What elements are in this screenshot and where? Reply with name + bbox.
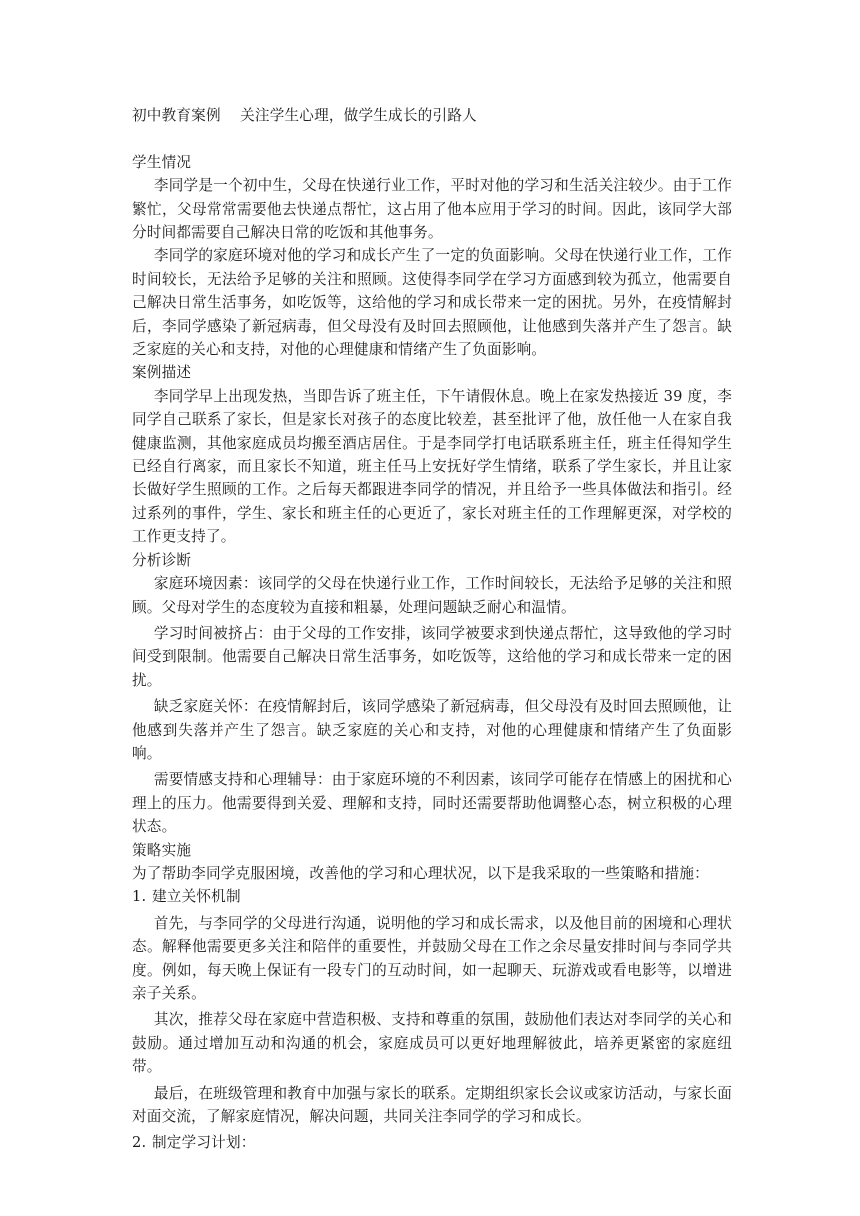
- paragraph: 李同学的家庭环境对他的学习和成长产生了一定的负面影响。父母在快递行业工作，工作时间较长，无法给予足够的关注和照顾。这使得李同学在学习方面感到较为孤立，他需要自己解决日常生活事务，如吃饭等，这给他的学习和成长带来一定的困扰。另外，在疫情解封后，李同学感染了新冠病毒，但父母没有及时回去照顾他，让他感到失落并产生了怨言。缺乏家庭的关心和支持，对他的心理健康和情绪产生了负面影响。: [132, 247, 732, 359]
- strategy-intro: 为了帮助李同学克服困境，改善他的学习和心理状况，以下是我采取的一些策略和措施：: [132, 864, 709, 882]
- paragraph: 首先，与李同学的父母进行沟通，说明他的学习和成长需求，以及他目前的困境和心理状态。解释他需要更多关注和陪伴的重要性，并鼓励父母在工作之余尽量安排时间与李同学共度。例如，每天晚上保证有一段专门的互动时间，如一起聊天、玩游戏或看电影等，以增进亲子关系。: [132, 914, 732, 1003]
- paragraph: 李同学早上出现发热，当即告诉了班主任，下午请假休息。晚上在家发热接近 39 度，李同学自己联系了家长，但是家长对孩子的态度比较差，甚至批评了他，放任他一人在家自我健康监测，其他家庭成员均搬至酒店居住。于是李同学打电话联系班主任，班主任得知学生已经自行离家，而且家长不知道，班主任马上安抚好学生情绪，联系了学生家长，并且让家长做好学生照顾的工作。之后每天都跟进李同学的情况，并且给予一些具体做法和指引。经过系列的事件，学生、家长和班主任的心更近了，家长对班主任的工作理解更深，对学校的工作更支持了。: [132, 387, 732, 546]
- list-item: [132, 885, 732, 908]
- section-heading-case-description: 案例描述: [132, 364, 192, 382]
- list-item: [132, 1131, 732, 1154]
- document-title: 初中教育案例 关注学生心理，做学生成长的引路人: [132, 107, 477, 124]
- paragraph: 李同学是一个初中生，父母在快递行业工作，平时对他的学习和生活关注较少。由于工作繁忙，父母常常需要他去快递点帮忙，这占用了他本应用于学习的时间。因此，该同学大部分时间都需要自己解决日常的吃饭和其他事务。: [132, 177, 732, 242]
- section-heading-analysis: 分析诊断: [132, 551, 192, 569]
- section-heading-student-situation: 学生情况: [132, 153, 192, 171]
- list-label: 建立关怀机制: [152, 888, 241, 906]
- section-heading-strategy: 策略实施: [132, 841, 192, 859]
- list-label: 制定学习计划：: [152, 1134, 256, 1152]
- list-number: 2.: [132, 1134, 147, 1152]
- blank-line: [132, 127, 732, 150]
- list-number: 1.: [132, 888, 147, 906]
- paragraph: 学习时间被挤占：由于父母的工作安排，该同学被要求到快递点帮忙，这导致他的学习时间受到限制。他需要自己解决日常生活事务，如吃饭等，这给他的学习和成长带来一定的困扰。: [132, 624, 732, 689]
- document-page: [132, 104, 732, 1155]
- paragraph: 其次，推荐父母在家庭中营造积极、支持和尊重的氛围，鼓励他们表达对李同学的关心和鼓励。通过增加互动和沟通的机会，家庭成员可以更好地理解彼此，培养更紧密的家庭纽带。: [132, 1011, 732, 1076]
- paragraph: 需要情感支持和心理辅导：由于家庭环境的不利因素，该同学可能存在情感上的困扰和心理上的压力。他需要得到关爱、理解和支持，同时还需要帮助他调整心态，树立积极的心理状态。: [132, 771, 732, 836]
- paragraph: 缺乏家庭关怀：在疫情解封后，该同学感染了新冠病毒，但父母没有及时回去照顾他，让他感到失落并产生了怨言。缺乏家庭的关心和支持，对他的心理健康和情绪产生了负面影响。: [132, 698, 732, 762]
- paragraph: 最后，在班级管理和教育中加强与家长的联系。定期组织家长会议或家访活动，与家长面对面交流，了解家庭情况，解决问题，共同关注李同学的学习和成长。: [132, 1084, 732, 1126]
- paragraph: 家庭环境因素：该同学的父母在快递行业工作，工作时间较长，无法给予足够的关注和照顾。父母对学生的态度较为直接和粗暴，处理问题缺乏耐心和温情。: [132, 575, 732, 616]
